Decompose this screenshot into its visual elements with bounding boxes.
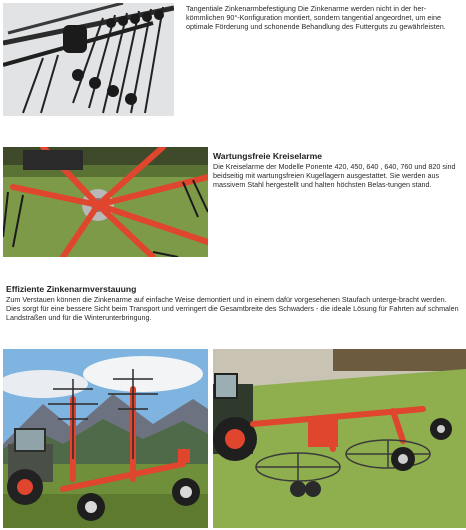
maintenance-free-text: Die Kreiselarme der Modelle Ponente 420, 450, 640 , 640, 760 und 820 sind beidseitig mit wartungsfreien Kugellagern ausgestattet. Sie werden aus massivem Stahl hergestellt und halten höchsten Belas-tungen stand. xyxy=(213,162,456,189)
maintenance-free-heading: Wartungsfreie Kreiselarme xyxy=(213,151,323,161)
field-operation-illustration xyxy=(213,349,466,528)
rotor-arms-illustration xyxy=(3,147,208,257)
storage-heading: Effiziente Zinkenarmverstauung xyxy=(6,284,137,294)
field-operation-photo xyxy=(213,349,466,528)
transport-position-illustration xyxy=(3,349,208,528)
rotor-arms-photo xyxy=(3,147,208,257)
tine-arm-closeup-photo xyxy=(3,3,174,116)
transport-position-photo xyxy=(3,349,208,528)
storage-text: Zum Verstauen können die Zinkenarme auf einfache Weise demontiert und in einem dafür vorgesehenen Staufach unterge-bracht werden. Dies sorgt für eine bessere Sicht beim Transport und verringert die Gesamtbreite des Schwaders - die ideale Lösung für Fahrten auf schmalen Landstraßen und für die Winterunterbringung. xyxy=(6,295,459,322)
tangential-mount-text: Tangentiale Zinkenarmbefestigung Die Zinkenarme werden nicht in der her-kömmlichen 90°-Konfiguration montiert, sondern tangential angeordnet, um eine optimale Förderung und schonende Behandlung des Futterguts zu gewährleisten. xyxy=(186,4,446,31)
tine-arm-closeup-illustration xyxy=(3,3,174,116)
